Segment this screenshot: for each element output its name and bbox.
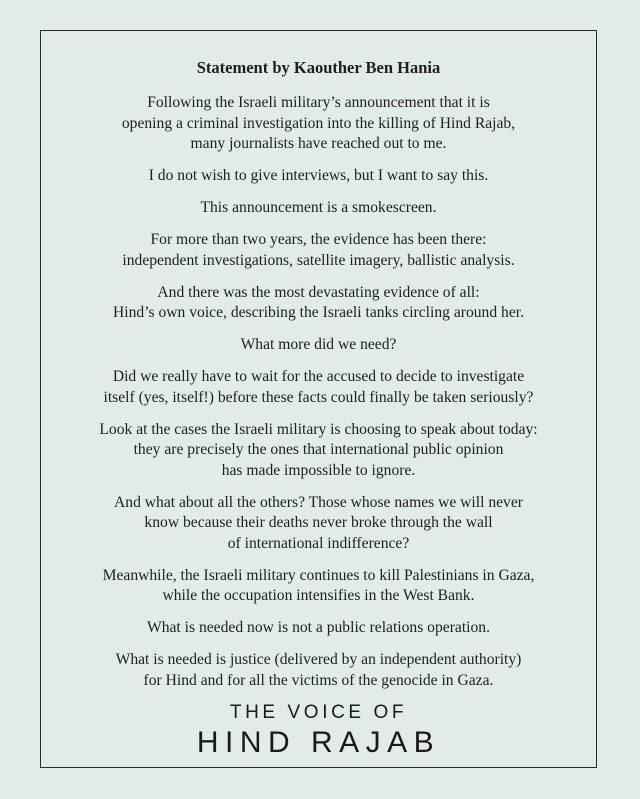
statement-block [40, 57, 597, 703]
statement-paragraph: For more than two years, the evidence has been there: independent investigations, satellite imagery, ballistic analysis. [122, 231, 515, 269]
statement-paragraph: I do not wish to give interviews, but I want to say this. [148, 167, 489, 184]
statement-paragraph: Did we really have to wait for the accused to decide to investigate itself (yes, itself!) before these facts could finally be taken seriously? [103, 368, 534, 406]
statement-paragraph: This announcement is a smokescreen. [200, 199, 437, 216]
statement-paragraph: Look at the cases the Israeli military is choosing to speak about today: they are precisely the ones that international public opinion has made impossible to ignore. [99, 420, 538, 479]
statement-paragraph: What is needed is justice (delivered by an independent authority) for Hind and for all the victims of the genocide in Gaza. [115, 651, 522, 689]
statement-paragraph: And there was the most devastating evidence of all: Hind’s own voice, describing the Israeli tanks circling around her. [113, 283, 524, 321]
statement-title: Statement by Kaouther Ben Hania [196, 58, 441, 77]
statement-paragraph: Meanwhile, the Israeli military continues to kill Palestinians in Gaza, while the occupation intensifies in the West Bank. [102, 566, 535, 604]
statement-paragraph: What is needed now is not a public relations operation. [147, 619, 490, 636]
statement-paragraph: And what about all the others? Those whose names we will never know because their deaths never broke through the wall of international indifference? [114, 493, 523, 552]
statement-paragraph: What more did we need? [240, 336, 397, 353]
statement-paragraph: Following the Israeli military’s announcement that it is opening a criminal investigation into the killing of Hind Rajab, many journalists have reached out to me. [121, 94, 516, 152]
brand-line-bottom: HIND RAJAB [196, 726, 441, 759]
brand-line-top: THE VOICE OF [229, 702, 408, 723]
